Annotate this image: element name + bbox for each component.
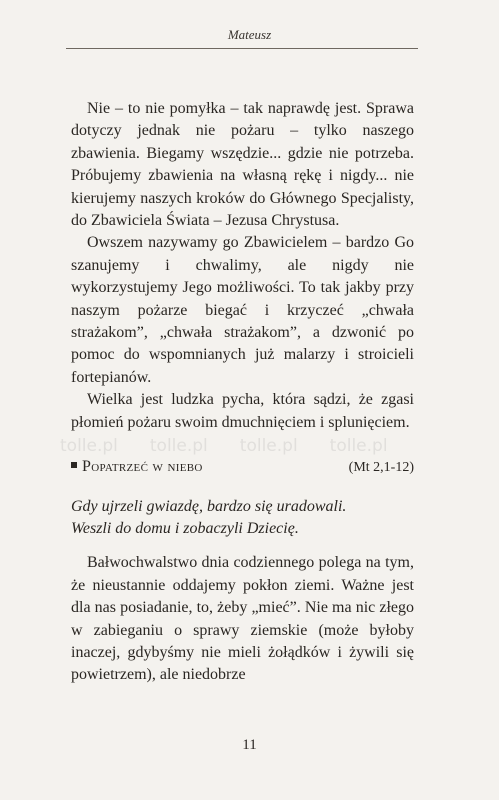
section-reference: (Mt 2,1-12) bbox=[348, 460, 414, 476]
paragraph: Nie – to nie pomyłka – tak naprawdę jest. Sprawa dotyczy jednak nie pożaru – tylko naszego zbawienia. Biegamy wszędzie... gdzie nie potrzeba. Próbujemy zbawienia na własną rękę i nigdy... nie kierujemy naszych kroków do Głównego Specjalisty, do Zbawiciela Świata – Jezusa Chrystusa. bbox=[71, 100, 414, 230]
header-rule bbox=[66, 48, 418, 49]
section-title: Popatrzeć w niebo bbox=[82, 458, 203, 476]
paragraph: Bałwochwalstwo dnia codziennego polega na tym, że nieustannie oddajemy pokłon ziemi. Ważne jest dla nas posiadanie, to, żeby „mieć”. Nie ma nic złego w zabieganiu o sprawy ziemskie (może byłoby inaczej, gdybyśmy nie mieli żołądków i żywili się powietrzem), ale niedobrze bbox=[71, 554, 414, 684]
running-header-title: Mateusz bbox=[227, 27, 272, 42]
page-number: 11 bbox=[242, 737, 257, 753]
scripture-quote bbox=[71, 496, 414, 541]
quote-line: Weszli do domu i zobaczyli Dziecię. bbox=[71, 519, 299, 537]
quote-line: Gdy ujrzeli gwiazdę, bardzo się uradowali. bbox=[71, 497, 347, 515]
page-body bbox=[71, 98, 414, 687]
watermark-text: tolle.pl bbox=[60, 436, 118, 456]
section-heading bbox=[71, 456, 414, 479]
paragraph: Owszem nazywamy go Zbawicielem – bardzo Go szanujemy i chwalimy, ale nigdy nie wykorzystujemy Jego możliwości. To tak jakby przy naszym pożarze biegać i krzyczeć „chwała strażakom”, „chwała strażakom”, a dzwonić po pomoc do wspomnianych już malarzy i stroicieli fortepianów. bbox=[71, 234, 414, 386]
watermark-text: tolle.pl bbox=[149, 436, 208, 456]
section-title-wrap bbox=[71, 456, 203, 478]
paragraph: Wielka jest ludzka pycha, która sądzi, że zgasi płomień pożaru swoim dmuchnięciem i splunięciem. bbox=[71, 391, 414, 431]
watermark-text: tolle.pl bbox=[239, 436, 298, 456]
bullet-square-icon bbox=[71, 462, 77, 468]
watermark-text: tolle.pl bbox=[329, 436, 388, 456]
